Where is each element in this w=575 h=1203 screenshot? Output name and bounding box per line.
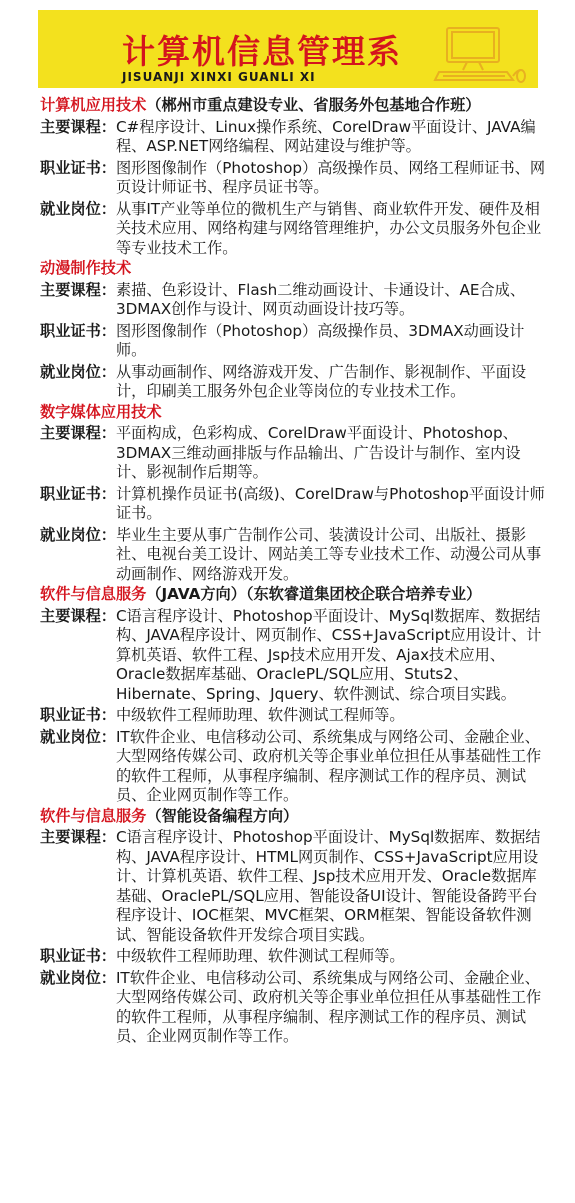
info-label: 职业证书： [40,484,116,503]
info-row [40,706,548,726]
info-label: 主要课程： [40,606,116,625]
program-section [40,807,548,1047]
info-row [40,118,548,157]
info-row [40,281,548,320]
info-text: 平面构成，色彩构成、CorelDraw平面设计、Photoshop、3DMAX三维动画排版与作品输出、广告设计与制作、室内设计、影视制作后期等。 [115,424,521,481]
program-section [40,259,548,402]
info-text: 从事IT产业等单位的微机生产与销售、商业软件开发、硬件及相关技术应用、网络构建与网络管理维护，办公文员服务外包企业等专业技术工作。 [115,199,542,257]
program-title [40,807,548,827]
program-section [40,403,548,585]
info-label: 就业岗位： [40,362,116,381]
info-text: C#程序设计、Linux操作系统、CorelDraw平面设计、JAVA编程、ASP.NET网络编程、网站建设与维护等。 [115,117,536,155]
program-list [40,95,548,1047]
program-section [40,96,548,258]
info-text: 中级软件工程师助理、软件测试工程师等。 [115,706,405,724]
info-row [40,728,548,806]
program-name: 软件与信息服务 [40,585,147,603]
info-label: 职业证书： [40,706,116,724]
info-text: IT软件企业、电信移动公司、系统集成与网络公司、金融企业、大型网络传媒公司、政府机关等企事业单位担任从事基础性工作的软件工程师，从事程序编制、程序测试工作的程序员、测试员、企业网页制作等工作。 [115,968,542,1045]
info-row [40,526,548,585]
info-row [40,969,548,1047]
program-title [40,96,548,116]
info-text: 图形图像制作（Photoshop）高级操作员、3DMAX动画设计师。 [115,321,525,359]
info-label: 就业岗位： [40,199,116,218]
computer-icon [433,24,529,86]
info-label: 主要课程： [40,828,116,846]
program-section [40,585,548,806]
info-text: C语言程序设计、Photoshop平面设计、MySql数据库、数据结构、JAVA程序设计、HTML网页制作、CSS+JavaScript应用设计、计算机英语、软件工程、Jsp技术应用开发、Oracle数据库基础、OraclePL/SQL应用、智能设备UI设计、智能设备跨平台程序设计、IOC框架、MVC框架、ORM框架、智能设备软件测试、智能设备软件开发综合项目实践。 [115,828,541,944]
info-row [40,424,548,483]
info-text: 图形图像制作（Photoshop）高级操作员、网络工程师证书、网页设计师证书、程序员证书等。 [115,158,546,196]
program-title [40,403,548,423]
info-label: 职业证书： [40,947,116,965]
info-text: 从事动画制作、网络游戏开发、广告制作、影视制作、平面设计，印刷美工服务外包企业等岗位的专业技术工作。 [115,362,526,400]
info-text: C语言程序设计、Photoshop平面设计、MySql数据库、数据结构、JAVA程序设计、网页制作、CSS+JavaScript应用设计、计算机英语、软件工程、Jsp技术应用开发、Ajax技术应用、Oracle数据库基础、OraclePL/SQL应用、Stuts2、Hibernate、Spring、Jquery、软件测试、综合项目实践。 [115,606,542,703]
info-label: 职业证书： [40,158,116,177]
info-row [40,485,548,524]
page-subtitle: JISUANJI XINXI GUANLI XI [122,70,316,84]
program-title [40,259,548,279]
info-row [40,607,548,705]
info-row [40,200,548,259]
info-label: 主要课程： [40,424,116,442]
program-title [40,585,548,605]
info-text: 中级软件工程师助理、软件测试工程师等。 [115,947,405,965]
program-name: 软件与信息服务 [40,806,147,825]
info-label: 就业岗位： [40,968,116,987]
program-note: （郴州市重点建设专业、省服务外包基地合作班） [146,96,481,114]
info-text: 素描、色彩设计、Flash二维动画设计、卡通设计、AE合成、3DMAX创作与设计、网页动画设计技巧等。 [115,280,526,318]
program-note: （智能设备编程方向） [146,806,299,825]
info-label: 就业岗位： [40,727,116,746]
program-name: 动漫制作技术 [40,259,132,277]
info-label: 就业岗位： [40,525,116,544]
program-name: 计算机应用技术 [40,96,147,114]
header-banner [38,10,538,88]
info-label: 职业证书： [40,321,116,340]
page-title: 计算机信息管理系 [122,32,402,71]
info-row [40,363,548,402]
info-text: 计算机操作员证书(高级)、CorelDraw与Photoshop平面设计师证书。 [115,484,545,522]
info-row [40,947,548,967]
program-name: 数字媒体应用技术 [40,402,162,421]
info-label: 主要课程： [40,117,116,136]
info-label: 主要课程： [40,280,116,299]
info-text: IT软件企业、电信移动公司、系统集成与网络公司、金融企业、大型网络传媒公司、政府机关等企事业单位担任从事基础性工作的软件工程师，从事程序编制、程序测试工作的程序员、测试员、企业网页制作等工作。 [115,727,542,804]
info-row [40,828,548,945]
info-text: 毕业生主要从事广告制作公司、装潢设计公司、出版社、摄影社、电视台美工设计、网站美工等专业技术工作、动漫公司从事动画制作、网络游戏开发。 [115,525,542,583]
program-note: （JAVA方向）（东软睿道集团校企联合培养专业） [146,585,482,603]
info-row [40,159,548,198]
info-row [40,322,548,361]
